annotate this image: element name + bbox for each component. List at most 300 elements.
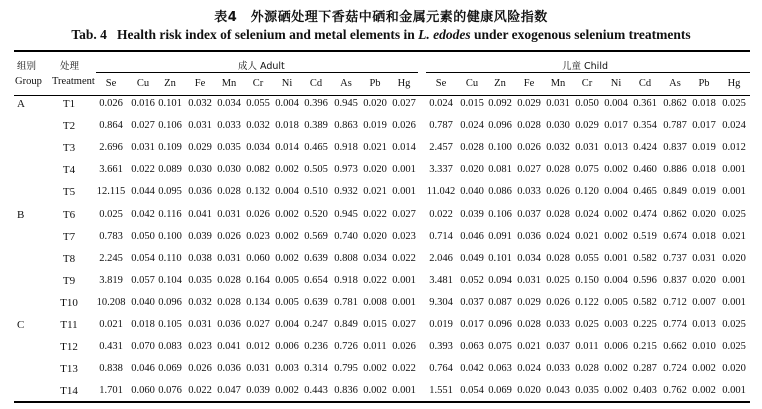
child-cell: 0.025 (722, 341, 746, 353)
group-header-cn: 组别 (17, 61, 37, 72)
child-cell: 0.021 (517, 341, 541, 353)
child-cell: 0.862 (663, 98, 687, 109)
child-cell: 0.091 (488, 230, 512, 242)
adult-cell: 0.101 (158, 98, 182, 109)
adult-cell: 0.026 (217, 230, 241, 242)
child-cell: 0.849 (663, 186, 687, 198)
child-cell: 0.036 (517, 230, 541, 242)
child-cell: 0.075 (575, 164, 599, 176)
child-cell: 0.001 (722, 164, 746, 176)
adult-cell: 0.443 (304, 385, 328, 397)
child-cell: 0.055 (575, 252, 599, 264)
treatment-label: T9 (62, 274, 76, 287)
child-cell: 0.393 (429, 341, 453, 353)
adult-cell: 0.082 (246, 164, 270, 176)
child-cell: 0.010 (692, 341, 716, 353)
child-cell: 0.724 (663, 363, 687, 375)
adult-cell: 0.076 (158, 385, 182, 397)
adult-cell: 0.014 (392, 142, 416, 154)
child-cell: 0.025 (722, 319, 746, 330)
adult-cell: 0.022 (392, 363, 416, 375)
child-cell: 0.087 (488, 296, 512, 308)
adult-cell: 0.014 (275, 142, 299, 154)
child-cell: 0.054 (460, 385, 484, 397)
treatment-label: T1 (62, 98, 76, 110)
child-cell: 0.019 (429, 319, 453, 330)
child-header: 儿童 Child (562, 61, 608, 72)
child-cell: 0.004 (604, 98, 628, 109)
adult-cell: 0.026 (392, 341, 416, 353)
child-cell: 0.001 (604, 252, 628, 264)
adult-col-header-se: Se (105, 78, 117, 89)
adult-cell: 0.973 (334, 164, 358, 176)
adult-cell: 0.134 (246, 296, 270, 308)
child-cell: 0.046 (460, 230, 484, 242)
child-cell: 0.361 (633, 98, 657, 109)
child-col-header-se: Se (435, 78, 447, 89)
child-cell: 0.674 (663, 230, 687, 242)
child-cell: 0.106 (488, 208, 512, 220)
child-cell: 0.002 (604, 363, 628, 375)
child-cell: 0.021 (575, 230, 599, 242)
child-cell: 0.519 (633, 230, 657, 242)
adult-cell: 0.505 (304, 164, 328, 176)
adult-cell: 0.022 (188, 385, 212, 397)
adult-cell: 0.104 (158, 274, 182, 286)
child-cell: 0.026 (546, 296, 570, 308)
adult-cell: 0.023 (392, 230, 416, 242)
adult-cell: 0.036 (188, 186, 212, 198)
child-cell: 0.028 (460, 142, 484, 154)
adult-cell: 0.057 (131, 274, 155, 286)
child-cell: 0.069 (488, 385, 512, 397)
adult-cell: 0.003 (275, 363, 299, 375)
child-cell: 0.025 (722, 98, 746, 109)
child-cell: 0.006 (604, 341, 628, 353)
child-cell: 0.007 (692, 296, 716, 308)
child-cell: 0.033 (546, 363, 570, 375)
adult-cell: 0.027 (246, 319, 270, 330)
adult-cell: 0.795 (334, 363, 358, 375)
child-cell: 0.035 (575, 385, 599, 397)
child-cell: 0.018 (692, 98, 716, 109)
child-cell: 0.011 (575, 341, 599, 353)
table-title-pre: Health risk index of selenium and metal elements in (117, 27, 415, 42)
adult-cell: 0.001 (392, 186, 416, 198)
adult-cell: 0.030 (188, 164, 212, 176)
adult-col-header-ni: Ni (281, 78, 293, 89)
child-cell: 0.094 (488, 274, 512, 286)
adult-cell: 12.115 (96, 186, 126, 198)
child-cell: 0.025 (546, 274, 570, 286)
adult-cell: 0.022 (363, 208, 387, 220)
adult-cell: 0.001 (392, 164, 416, 176)
child-cell: 0.003 (604, 319, 628, 330)
adult-cell: 0.032 (188, 296, 212, 308)
table-title-chinese: 表4 外源硒处理下香菇中硒和金属元素的健康风险指数 (214, 10, 548, 25)
child-cell: 0.096 (488, 120, 512, 132)
adult-cell: 0.132 (246, 186, 270, 198)
adult-cell: 0.116 (158, 208, 182, 220)
child-cell: 0.030 (546, 120, 570, 132)
adult-cell: 0.028 (217, 274, 241, 286)
adult-cell: 0.040 (131, 296, 155, 308)
adult-col-header-hg: Hg (397, 78, 411, 89)
child-col-header-ni: Ni (610, 78, 622, 89)
bottom-rule (14, 401, 750, 403)
child-col-header-fe: Fe (523, 78, 535, 89)
child-cell: 0.028 (517, 120, 541, 132)
child-cell: 0.018 (692, 230, 716, 242)
child-cell: 0.031 (692, 252, 716, 264)
child-cell: 0.092 (488, 98, 512, 109)
child-cell: 1.551 (429, 385, 453, 397)
table-label: Tab. 4 (71, 27, 107, 42)
adult-cell: 0.110 (158, 252, 182, 264)
adult-cell: 0.022 (392, 252, 416, 264)
adult-cell: 0.021 (363, 186, 387, 198)
child-col-header-zn: Zn (494, 78, 506, 89)
child-cell: 0.120 (575, 186, 599, 198)
adult-cell: 0.041 (188, 208, 212, 220)
adult-cell: 0.465 (304, 142, 328, 154)
child-cell: 0.002 (692, 385, 716, 397)
child-cell: 0.031 (546, 98, 570, 109)
adult-cell: 0.008 (363, 296, 387, 308)
child-cell: 0.029 (517, 98, 541, 109)
child-cell: 0.020 (517, 385, 541, 397)
adult-cell: 0.096 (158, 296, 182, 308)
adult-cell: 0.022 (363, 274, 387, 286)
adult-cell: 0.783 (99, 230, 123, 242)
child-cell: 0.020 (692, 208, 716, 220)
child-cell: 0.862 (663, 208, 687, 220)
child-cell: 0.086 (488, 186, 512, 198)
adult-cell: 0.020 (363, 230, 387, 242)
adult-cell: 0.038 (188, 252, 212, 264)
adult-cell: 0.004 (275, 319, 299, 330)
adult-cell: 0.106 (158, 120, 182, 132)
group-label: C (17, 319, 25, 331)
adult-cell: 0.026 (99, 98, 123, 109)
adult-cell: 0.945 (334, 98, 358, 109)
adult-cell: 0.781 (334, 296, 358, 308)
adult-cell: 0.031 (246, 363, 270, 375)
group-label: A (17, 98, 25, 110)
adult-cell: 0.028 (217, 186, 241, 198)
adult-cell: 0.001 (392, 274, 416, 286)
treatment-label: T13 (60, 363, 78, 376)
adult-cell: 2.696 (99, 142, 123, 154)
adult-cell: 0.020 (363, 98, 387, 109)
child-cell: 0.764 (429, 363, 453, 375)
adult-col-header-as: As (340, 78, 352, 89)
child-cell: 0.028 (546, 252, 570, 264)
adult-col-header-mn: Mn (221, 78, 237, 89)
child-cell: 0.002 (604, 164, 628, 176)
child-cell: 11.042 (426, 186, 456, 198)
child-cell: 0.837 (663, 142, 687, 154)
child-cell: 0.042 (460, 363, 484, 375)
adult-cell: 0.740 (334, 230, 358, 242)
adult-cell: 0.032 (188, 98, 212, 109)
adult-cell: 0.095 (158, 186, 182, 198)
child-cell: 0.024 (575, 208, 599, 220)
adult-cell: 0.836 (334, 385, 358, 397)
child-cell: 0.714 (429, 230, 453, 242)
adult-cell: 10.208 (96, 296, 126, 308)
adult-cell: 0.005 (275, 274, 299, 286)
child-cell: 0.040 (460, 186, 484, 198)
adult-cell: 0.023 (188, 341, 212, 353)
child-cell: 0.101 (488, 252, 512, 264)
child-cell: 0.737 (663, 252, 687, 264)
child-span-rule (426, 72, 750, 73)
child-cell: 0.024 (517, 363, 541, 375)
child-col-header-hg: Hg (727, 78, 741, 89)
adult-cell: 0.002 (275, 252, 299, 264)
adult-cell: 0.054 (131, 252, 155, 264)
child-cell: 0.712 (663, 296, 687, 308)
adult-span-rule (96, 72, 418, 73)
adult-cell: 0.046 (131, 363, 155, 375)
treatment-label: T14 (60, 385, 78, 398)
adult-cell: 0.070 (131, 341, 155, 353)
child-cell: 0.582 (633, 252, 657, 264)
treatment-label: T8 (62, 252, 76, 265)
child-cell: 0.026 (546, 186, 570, 198)
adult-cell: 0.236 (304, 341, 328, 353)
treatment-label: T3 (62, 142, 76, 155)
treatment-label: T4 (62, 164, 76, 177)
child-cell: 0.075 (488, 341, 512, 353)
table-title-post: under exogenous selenium treatments (474, 27, 691, 42)
child-cell: 0.002 (604, 385, 628, 397)
group-header-en: Group (15, 76, 42, 87)
adult-cell: 0.100 (158, 230, 182, 242)
adult-cell: 0.520 (304, 208, 328, 220)
adult-cell: 0.918 (334, 274, 358, 286)
child-cell: 0.424 (633, 142, 657, 154)
adult-cell: 0.020 (363, 164, 387, 176)
child-cell: 0.025 (575, 319, 599, 330)
child-cell: 0.596 (633, 274, 657, 286)
child-cell: 0.019 (692, 186, 716, 198)
adult-cell: 0.015 (363, 319, 387, 330)
child-cell: 0.037 (517, 208, 541, 220)
adult-cell: 0.029 (188, 142, 212, 154)
child-cell: 0.017 (604, 120, 628, 132)
child-cell: 0.025 (722, 208, 746, 220)
child-col-header-cr: Cr (581, 78, 593, 89)
child-cell: 0.039 (460, 208, 484, 220)
child-cell: 0.001 (722, 296, 746, 308)
table-title-species: L. edodes (418, 27, 471, 42)
adult-cell: 0.026 (392, 120, 416, 132)
treatment-label: T2 (62, 120, 76, 133)
child-cell: 2.046 (429, 252, 453, 264)
child-cell: 0.100 (488, 142, 512, 154)
child-cell: 3.337 (429, 164, 453, 176)
adult-cell: 3.661 (99, 164, 123, 176)
adult-cell: 0.389 (304, 120, 328, 132)
adult-cell: 0.039 (188, 230, 212, 242)
treatment-label: T12 (60, 341, 78, 354)
child-cell: 0.354 (633, 120, 657, 132)
adult-cell: 0.023 (246, 230, 270, 242)
child-cell: 0.050 (575, 98, 599, 109)
child-cell: 0.021 (722, 230, 746, 242)
child-cell: 0.787 (663, 120, 687, 132)
child-cell: 0.043 (546, 385, 570, 397)
child-cell: 0.034 (517, 252, 541, 264)
adult-cell: 0.028 (217, 296, 241, 308)
adult-cell: 0.639 (304, 252, 328, 264)
adult-cell: 0.510 (304, 186, 328, 198)
adult-cell: 0.004 (275, 98, 299, 109)
child-cell: 3.481 (429, 274, 453, 286)
adult-cell: 0.031 (217, 208, 241, 220)
treatment-header-en: Treatment (52, 76, 95, 87)
adult-cell: 0.030 (217, 164, 241, 176)
child-cell: 0.020 (692, 274, 716, 286)
treatment-label: T7 (62, 230, 76, 243)
adult-cell: 0.047 (217, 385, 241, 397)
adult-cell: 0.105 (158, 319, 182, 330)
child-cell: 0.019 (692, 142, 716, 154)
adult-cell: 0.016 (131, 98, 155, 109)
adult-cell: 0.431 (99, 341, 123, 353)
child-cell: 0.032 (546, 142, 570, 154)
child-cell: 0.013 (692, 319, 716, 330)
child-cell: 0.122 (575, 296, 599, 308)
treatment-label: T6 (62, 208, 76, 221)
child-cell: 0.028 (546, 164, 570, 176)
child-cell: 0.225 (633, 319, 657, 330)
treatment-label: T10 (60, 296, 78, 309)
child-col-header-as: As (669, 78, 681, 89)
adult-cell: 0.002 (275, 208, 299, 220)
child-col-header-pb: Pb (698, 78, 710, 89)
adult-cell: 0.569 (304, 230, 328, 242)
child-cell: 0.052 (460, 274, 484, 286)
adult-cell: 0.018 (131, 319, 155, 330)
adult-cell: 0.027 (392, 319, 416, 330)
child-cell: 0.049 (460, 252, 484, 264)
child-cell: 0.020 (722, 252, 746, 264)
adult-cell: 0.035 (217, 142, 241, 154)
child-cell: 0.029 (517, 296, 541, 308)
adult-cell: 0.044 (131, 186, 155, 198)
adult-cell: 0.005 (275, 296, 299, 308)
adult-cell: 3.819 (99, 274, 123, 286)
adult-cell: 0.034 (246, 142, 270, 154)
child-cell: 0.022 (429, 208, 453, 220)
adult-col-header-cu: Cu (136, 78, 150, 89)
table-title-english (0, 27, 762, 43)
adult-cell: 0.011 (363, 341, 387, 353)
child-cell: 0.662 (663, 341, 687, 353)
top-rule (14, 50, 750, 52)
adult-cell: 0.050 (131, 230, 155, 242)
child-cell: 0.004 (604, 186, 628, 198)
adult-cell: 0.069 (158, 363, 182, 375)
adult-cell: 0.031 (188, 319, 212, 330)
adult-cell: 0.002 (275, 164, 299, 176)
child-cell: 0.027 (517, 164, 541, 176)
adult-cell: 0.002 (363, 363, 387, 375)
child-cell: 0.787 (429, 120, 453, 132)
child-cell: 0.063 (488, 363, 512, 375)
adult-cell: 0.055 (246, 98, 270, 109)
child-col-header-mn: Mn (550, 78, 566, 89)
adult-cell: 0.033 (217, 120, 241, 132)
child-col-header-cd: Cd (638, 78, 652, 89)
adult-cell: 0.021 (99, 319, 123, 330)
child-cell: 0.474 (633, 208, 657, 220)
child-cell: 0.002 (692, 363, 716, 375)
adult-cell: 0.036 (217, 319, 241, 330)
child-cell: 0.017 (460, 319, 484, 330)
child-cell: 0.582 (633, 296, 657, 308)
adult-cell: 0.945 (334, 208, 358, 220)
adult-cell: 0.034 (217, 98, 241, 109)
adult-cell: 0.314 (304, 363, 328, 375)
adult-cell: 1.701 (99, 385, 123, 397)
header-rule (14, 95, 750, 96)
adult-cell: 0.035 (188, 274, 212, 286)
adult-cell: 0.001 (392, 296, 416, 308)
adult-cell: 0.006 (275, 341, 299, 353)
child-cell: 0.015 (460, 98, 484, 109)
child-cell: 0.837 (663, 274, 687, 286)
adult-cell: 0.002 (275, 230, 299, 242)
adult-cell: 0.639 (304, 296, 328, 308)
adult-cell: 0.034 (363, 252, 387, 264)
child-cell: 0.150 (575, 274, 599, 286)
child-cell: 0.013 (604, 142, 628, 154)
adult-cell: 0.012 (246, 341, 270, 353)
child-cell: 0.037 (460, 296, 484, 308)
child-cell: 0.886 (663, 164, 687, 176)
adult-cell: 0.060 (246, 252, 270, 264)
child-cell: 0.031 (517, 274, 541, 286)
child-cell: 0.001 (722, 385, 746, 397)
adult-cell: 0.039 (246, 385, 270, 397)
adult-cell: 0.060 (131, 385, 155, 397)
child-cell: 0.020 (460, 164, 484, 176)
child-cell: 0.005 (604, 296, 628, 308)
adult-cell: 0.022 (131, 164, 155, 176)
adult-cell: 0.021 (363, 142, 387, 154)
child-cell: 0.020 (722, 363, 746, 375)
child-cell: 0.028 (575, 363, 599, 375)
adult-cell: 0.031 (217, 252, 241, 264)
adult-col-header-cd: Cd (309, 78, 323, 89)
adult-cell: 0.247 (304, 319, 328, 330)
adult-col-header-cr: Cr (252, 78, 264, 89)
child-cell: 0.017 (692, 120, 716, 132)
child-cell: 2.457 (429, 142, 453, 154)
child-cell: 0.460 (633, 164, 657, 176)
adult-cell: 0.032 (246, 120, 270, 132)
adult-cell: 0.026 (246, 208, 270, 220)
adult-cell: 0.002 (363, 385, 387, 397)
child-cell: 0.018 (692, 164, 716, 176)
adult-cell: 0.918 (334, 142, 358, 154)
child-cell: 0.028 (517, 319, 541, 330)
adult-cell: 0.083 (158, 341, 182, 353)
